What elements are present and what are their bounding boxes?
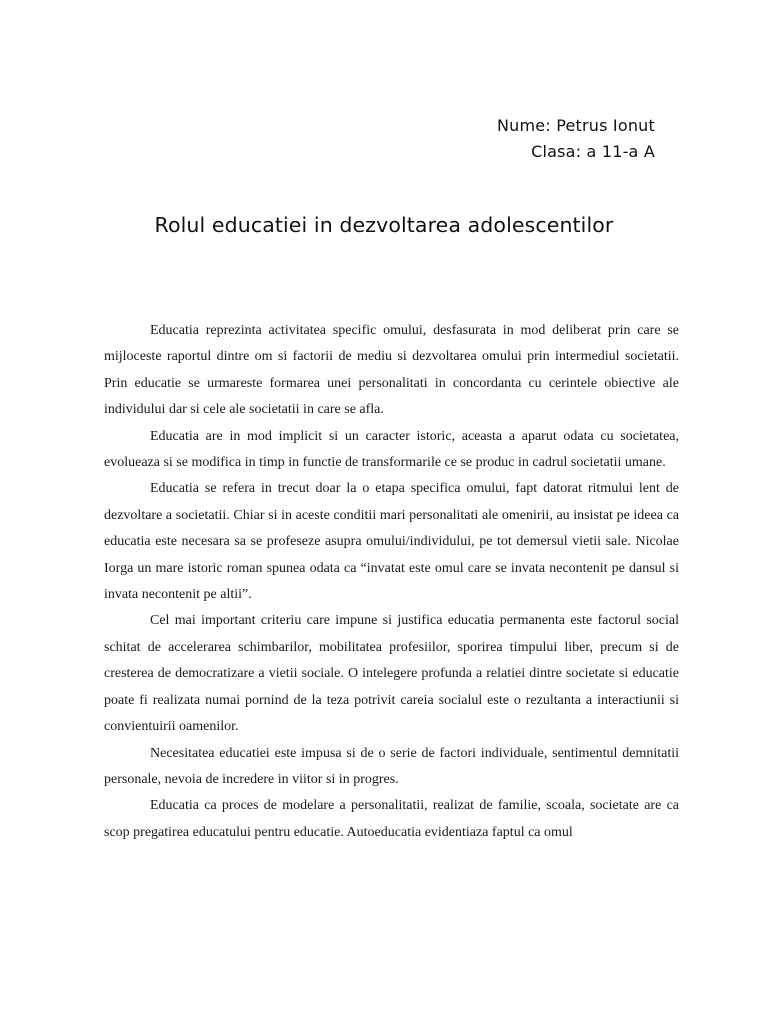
document-body xyxy=(104,318,679,846)
paragraph: Cel mai important criteriu care impune si justifica educatia permanenta este factorul social schitat de accelerarea schimbarilor, mobilitatea profesiilor, sporirea timpului liber, precum si de cresterea de democratizare a vietii sociale. O intelegere profunda a relatiei dintre societate si educatie poate fi realizata numai pornind de la teza potrivit careia socialul este o rezultanta a interactiunii si convientuirii oamenilor. xyxy=(104,613,679,735)
paragraph: Educatia ca proces de modelare a personalitatii, realizat de familie, scoala, societate are ca scop pregatirea educatului pentru educatie. Autoeducatia evidentiaza faptul ca omul xyxy=(104,798,679,840)
paragraph: Necesitatea educatiei este impusa si de o serie de factori individuale, sentimentul demnitatii personale, nevoia de incredere in viitor si in progres. xyxy=(104,745,679,787)
paragraph: Educatia se refera in trecut doar la o etapa specifica omului, fapt datorat ritmului lent de dezvoltare a societatii. Chiar si in aceste conditii mari personalitati ale omenirii, au insistat pe ideea ca educatia este necesara sa se profeseze asupra omului/individului, pe tot demersul vietii sale. Nicolae Iorga un mare istoric roman spunea odata ca “invatat este omul care se invata necontenit pe dansul si invata necontenit pe altii”. xyxy=(104,481,679,603)
document-title: Rolul educatiei in dezvoltarea adolescentilor xyxy=(154,213,614,237)
author-name: Nume: Petrus Ionut xyxy=(496,116,655,135)
author-info xyxy=(497,113,655,165)
paragraph: Educatia reprezinta activitatea specific omului, desfasurata in mod deliberat prin care se mijloceste raportul dintre om si factorii de mediu si dezvoltarea omului prin intermediul societatii. Prin educatie se urmareste formarea unei personalitati in concordanta cu cerintele obiective ale individului dar si cele ale societatii in care se afla. xyxy=(104,323,679,418)
author-class: Clasa: a 11-a A xyxy=(531,142,655,161)
paragraph: Educatia are in mod implicit si un caracter istoric, aceasta a aparut odata cu societatea, evolueaza si se modifica in timp in functie de transformarile ce se produc in cadrul societatii umane. xyxy=(104,428,679,471)
